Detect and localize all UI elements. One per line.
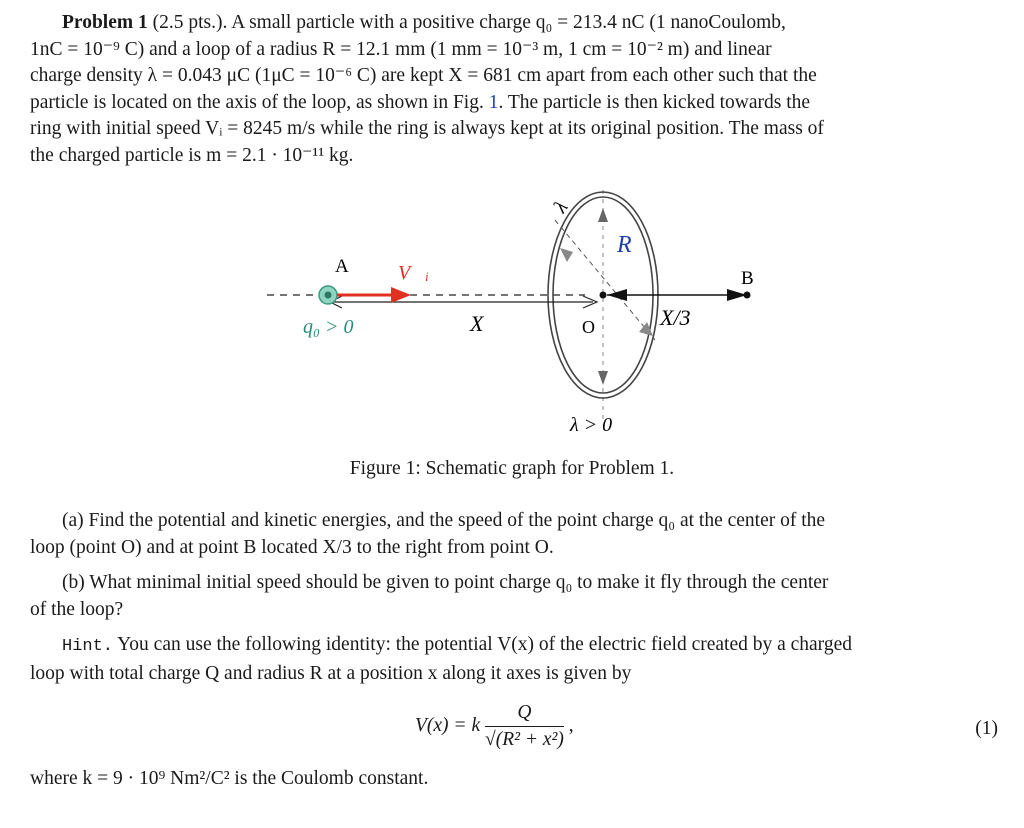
coulomb-constant-line: where k = 9 · 10⁹ Nm²/C² is the Coulomb constant.: [30, 768, 429, 789]
statement-line-4: [30, 90, 1000, 117]
equation-lhs: V(x) = k: [415, 714, 481, 736]
statement-line-6: the charged particle is m = 2.1 · 10⁻¹¹ kg.: [30, 144, 354, 166]
part-a-line-1: (a) Find the potential and kinetic energies, and the speed of the point charge q₀ at the center of the: [62, 510, 826, 531]
statement-line-2: 1nC = 10⁻⁹ C) and a loop of a radius R = 12.1 mm (1 mm = 10⁻³ m, 1 cm = 10⁻² m) and linear: [30, 38, 772, 60]
hint-line-1: [30, 632, 1000, 661]
label-R: R: [617, 232, 632, 258]
label-Vi: V⃗ᵢ: [398, 262, 429, 284]
point-B-dot: [744, 292, 751, 299]
equation-fraction: [485, 702, 564, 751]
statement-line-3: charge density λ = 0.043 μC (1μC = 10⁻⁶ C) are kept X = 681 cm apart from each other such that the: [30, 65, 817, 86]
equation-block: [0, 702, 1024, 762]
particle-core: [325, 292, 332, 299]
part-b-line-2: of the loop?: [30, 598, 124, 620]
label-X-over-3: X/3: [660, 305, 691, 330]
label-lambda-positive: λ > 0: [570, 414, 613, 436]
diagonal-dashed: [555, 220, 655, 340]
diagonal-arrow-upper: [560, 248, 573, 262]
part-a-line-2: loop (point O) and at point B located X/3 to the right from point O.: [30, 536, 554, 558]
ring-arrow-up: [598, 208, 608, 222]
figure-caption: Figure 1: Schematic graph for Problem 1.: [349, 458, 675, 479]
label-X: X: [470, 311, 484, 336]
velocity-arrow-head: [391, 287, 411, 303]
problem-statement: [30, 10, 1000, 169]
equation-denominator: √(R² + x²): [485, 729, 564, 750]
label-lambda: λ: [549, 197, 573, 217]
problem-heading: Problem 1: [62, 12, 148, 33]
figure-reference-link[interactable]: 1: [488, 91, 499, 113]
statement-line-1: [30, 10, 1000, 37]
label-A: A: [335, 256, 349, 277]
intro-line-4a: particle is located on the axis of the loop, as shown in Fig.: [30, 91, 484, 113]
equation-trailing-comma: ,: [568, 714, 574, 736]
equation-number: (1): [975, 718, 998, 739]
part-b: [30, 570, 1000, 623]
label-q0-positive: q₀ > 0: [303, 316, 354, 338]
label-O: O: [582, 317, 595, 337]
equation-numerator: Q: [485, 702, 564, 727]
hint-paragraph: [30, 632, 1000, 687]
statement-line-5: ring with initial speed Vᵢ = 8245 m/s while the ring is always kept at its original position. The mass of: [30, 118, 824, 139]
part-a: [30, 508, 1000, 561]
intro-line-1: A small particle with a positive charge q₀ = 213.4 nC (1 nanoCoulomb,: [231, 12, 786, 33]
label-B: B: [741, 268, 754, 289]
part-b-line-1: (b) What minimal initial speed should be given to point charge q₀ to make it fly through the center: [62, 572, 829, 593]
hint-line-2: loop with total charge Q and radius R at a position x along it axes is given by: [30, 662, 632, 684]
ring-arrow-down: [598, 371, 608, 385]
distance-X3-arrow-left: [607, 289, 627, 301]
hint-text-1: You can use the following identity: the potential V(x) of the electric field created by a charged: [117, 634, 852, 655]
hint-label: Hint.: [62, 637, 114, 656]
schematic-figure: [255, 180, 775, 442]
intro-line-4b: . The particle is then kicked towards the: [498, 91, 811, 113]
point-O-dot: [600, 292, 607, 299]
equation-body: [415, 702, 574, 751]
problem-points: (2.5 pts.).: [152, 12, 228, 33]
